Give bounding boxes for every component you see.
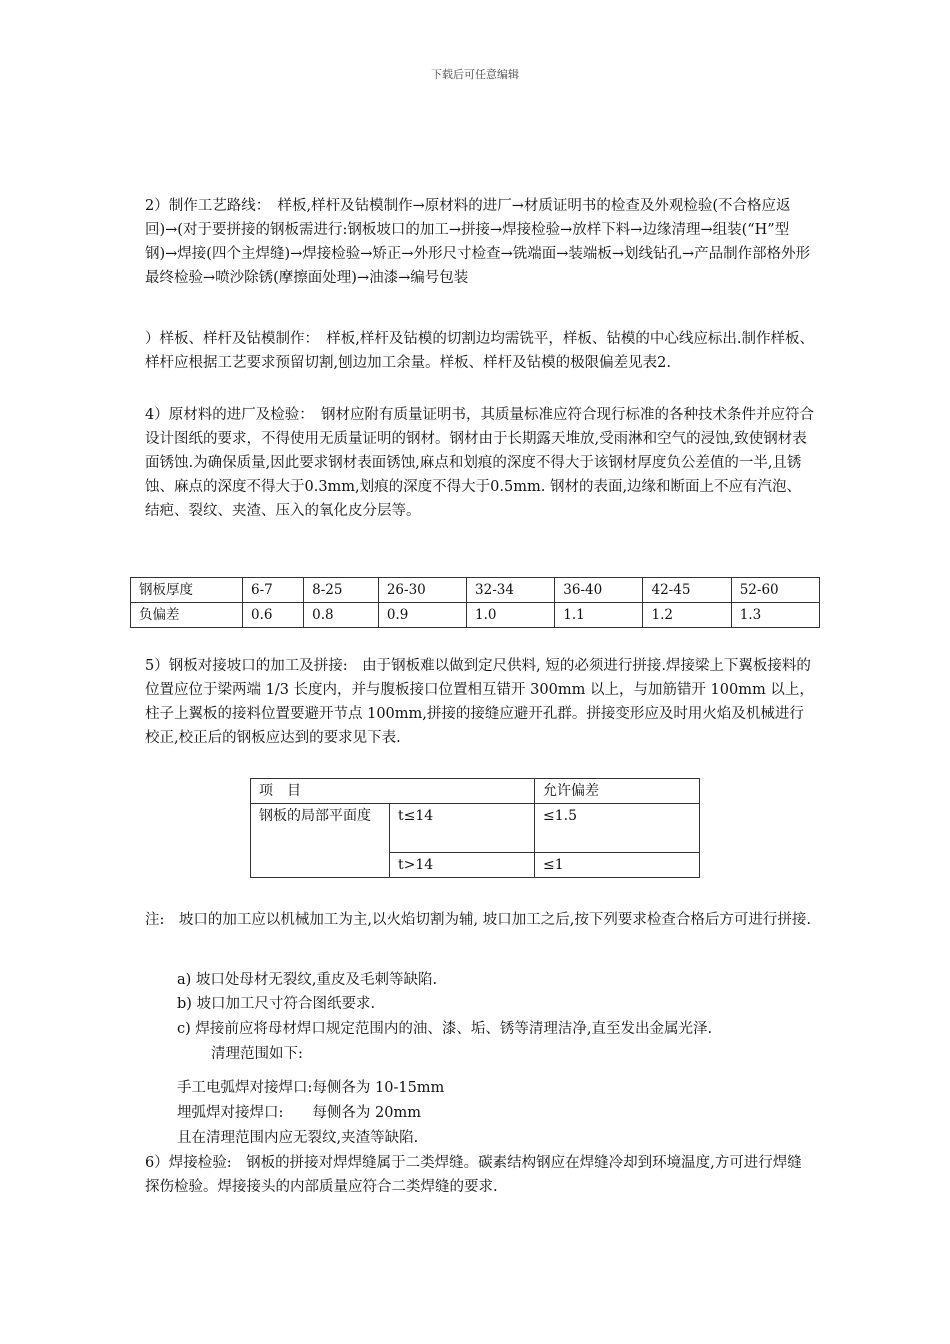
table-cell: 1.1 xyxy=(555,603,643,628)
flatness-tolerance-table xyxy=(250,778,700,878)
table-cell: 36-40 xyxy=(555,578,643,603)
list-item-a: a) 坡口处母材无裂纹,重皮及毛刺等缺陷. xyxy=(177,972,438,988)
table-row xyxy=(251,779,700,804)
table-condition: t≤14 xyxy=(390,804,535,853)
thickness-tolerance-table xyxy=(130,577,820,628)
note-paragraph: 注: 坡口的加工应以机械加工为主,以火焰切割为辅, 坡口加工之后,按下列要求检查合格后方可进行拼接. xyxy=(145,912,811,928)
table-cell: 钢板厚度 xyxy=(131,578,243,603)
table-cell: 0.6 xyxy=(243,603,304,628)
section-5-groove-and-splicing: 5）钢板对接坡口的加工及拼接: 由于钢板难以做到定尺供料, 短的必须进行拼接.焊接梁上下翼板接料的位置应位于梁两端 1/3 长度内，并与腹板接口位置相互错开 300mm 以上，与加筋错开 100mm 以上，柱子上翼板的接料位置要避开节点 100mm,拼接的接缝应避开孔群。拼接变形应及时用火焰及机械进行校正,校正后的钢板应达到的要求见下表. xyxy=(145,658,814,746)
table-cell: 1.0 xyxy=(467,603,555,628)
table-cell: 0.9 xyxy=(378,603,466,628)
table-cell: 8-25 xyxy=(304,578,379,603)
table-condition: t>14 xyxy=(390,853,535,878)
table-cell: 42-45 xyxy=(643,578,731,603)
table-header-item: 项 目 xyxy=(251,779,535,804)
list-item-c: c) 焊接前应将母材焊口规定范围内的油、漆、垢、锈等清理洁净,直至发出金属光泽. xyxy=(177,1021,713,1037)
table-value: ≤1.5 xyxy=(535,804,700,853)
section-3-template-making: ）样板、样杆及钻模制作： 样板,样杆及钻模的切割边均需铣平，样板、钻模的中心线应标出.制作样板、样杆应根据工艺要求预留切割,刨边加工余量。样板、样杆及钻模的极限偏差见表2. xyxy=(145,331,814,371)
table-header-tolerance: 允许偏差 xyxy=(535,779,700,804)
table-cell: 负偏差 xyxy=(131,603,243,628)
cleaning-range-manual-arc: 手工电弧焊对接焊口:每侧各为 10-15mm xyxy=(177,1080,445,1096)
cleaning-range-note: 且在清理范围内应无裂纹,夹渣等缺陷. xyxy=(177,1130,419,1146)
section-2-process-route: 2）制作工艺路线： 样板,样杆及钻模制作→原材料的进厂→材质证明书的检查及外观检验(不合格应返回)→(对于要拼接的钢板需进行:钢板坡口的加工→拼接→焊接检验→放样下料→边缘清理→组装(“H”型钢)→焊接(四个主焊缝)→焊接检验→矫正→外形尺寸检查→铣端面→装端板→划线钻孔→产品制作部格外形最终检验→喷沙除锈(摩擦面处理)→油漆→编号包装 xyxy=(145,198,811,286)
table-cell: 0.8 xyxy=(304,603,379,628)
section-4-raw-material-inspection: 4）原材料的进厂及检验： 钢材应附有质量证明书，其质量标准应符合现行标准的各种技术条件并应符合设计图纸的要求，不得使用无质量证明的钢材。钢材由于长期露天堆放,受雨淋和空气的浸蚀,致使钢材表面锈蚀.为确保质量,因此要求钢材表面锈蚀,麻点和划痕的深度不得大于该钢材厚度负公差值的一半,且锈蚀、麻点的深度不得大于0.3mm,划痕的深度不得大于0.5mm. 钢材的表面,边缘和断面上不应有汽泡、结疤、裂纹、夹渣、压入的氧化皮分层等。 xyxy=(145,407,814,519)
list-item-b: b) 坡口加工尺寸符合图纸要求. xyxy=(177,996,376,1012)
table-cell: 1.3 xyxy=(731,603,819,628)
table-cell: 6-7 xyxy=(243,578,304,603)
table-row xyxy=(131,603,820,628)
table-cell: 26-30 xyxy=(378,578,466,603)
table-item-label: 钢板的局部平面度 xyxy=(251,804,390,878)
list-item-c-continued: 清理范围如下: xyxy=(211,1046,303,1062)
table-row xyxy=(251,804,700,853)
table-value: ≤1 xyxy=(535,853,700,878)
cleaning-range-submerged-arc: 埋弧焊对接焊口: 每侧各为 20mm xyxy=(177,1105,421,1121)
table-cell: 52-60 xyxy=(731,578,819,603)
section-6-weld-inspection: 6）焊接检验: 钢板的拼接对焊焊缝属于二类焊缝。碳素结构钢应在焊缝冷却到环境温度,方可进行焊缝探伤检验。焊接接头的内部质量应符合二类焊缝的要求. xyxy=(145,1155,802,1195)
table-cell: 1.2 xyxy=(643,603,731,628)
table-cell: 32-34 xyxy=(467,578,555,603)
page-header: 下载后可任意编辑 xyxy=(431,68,519,81)
table-row xyxy=(131,578,820,603)
